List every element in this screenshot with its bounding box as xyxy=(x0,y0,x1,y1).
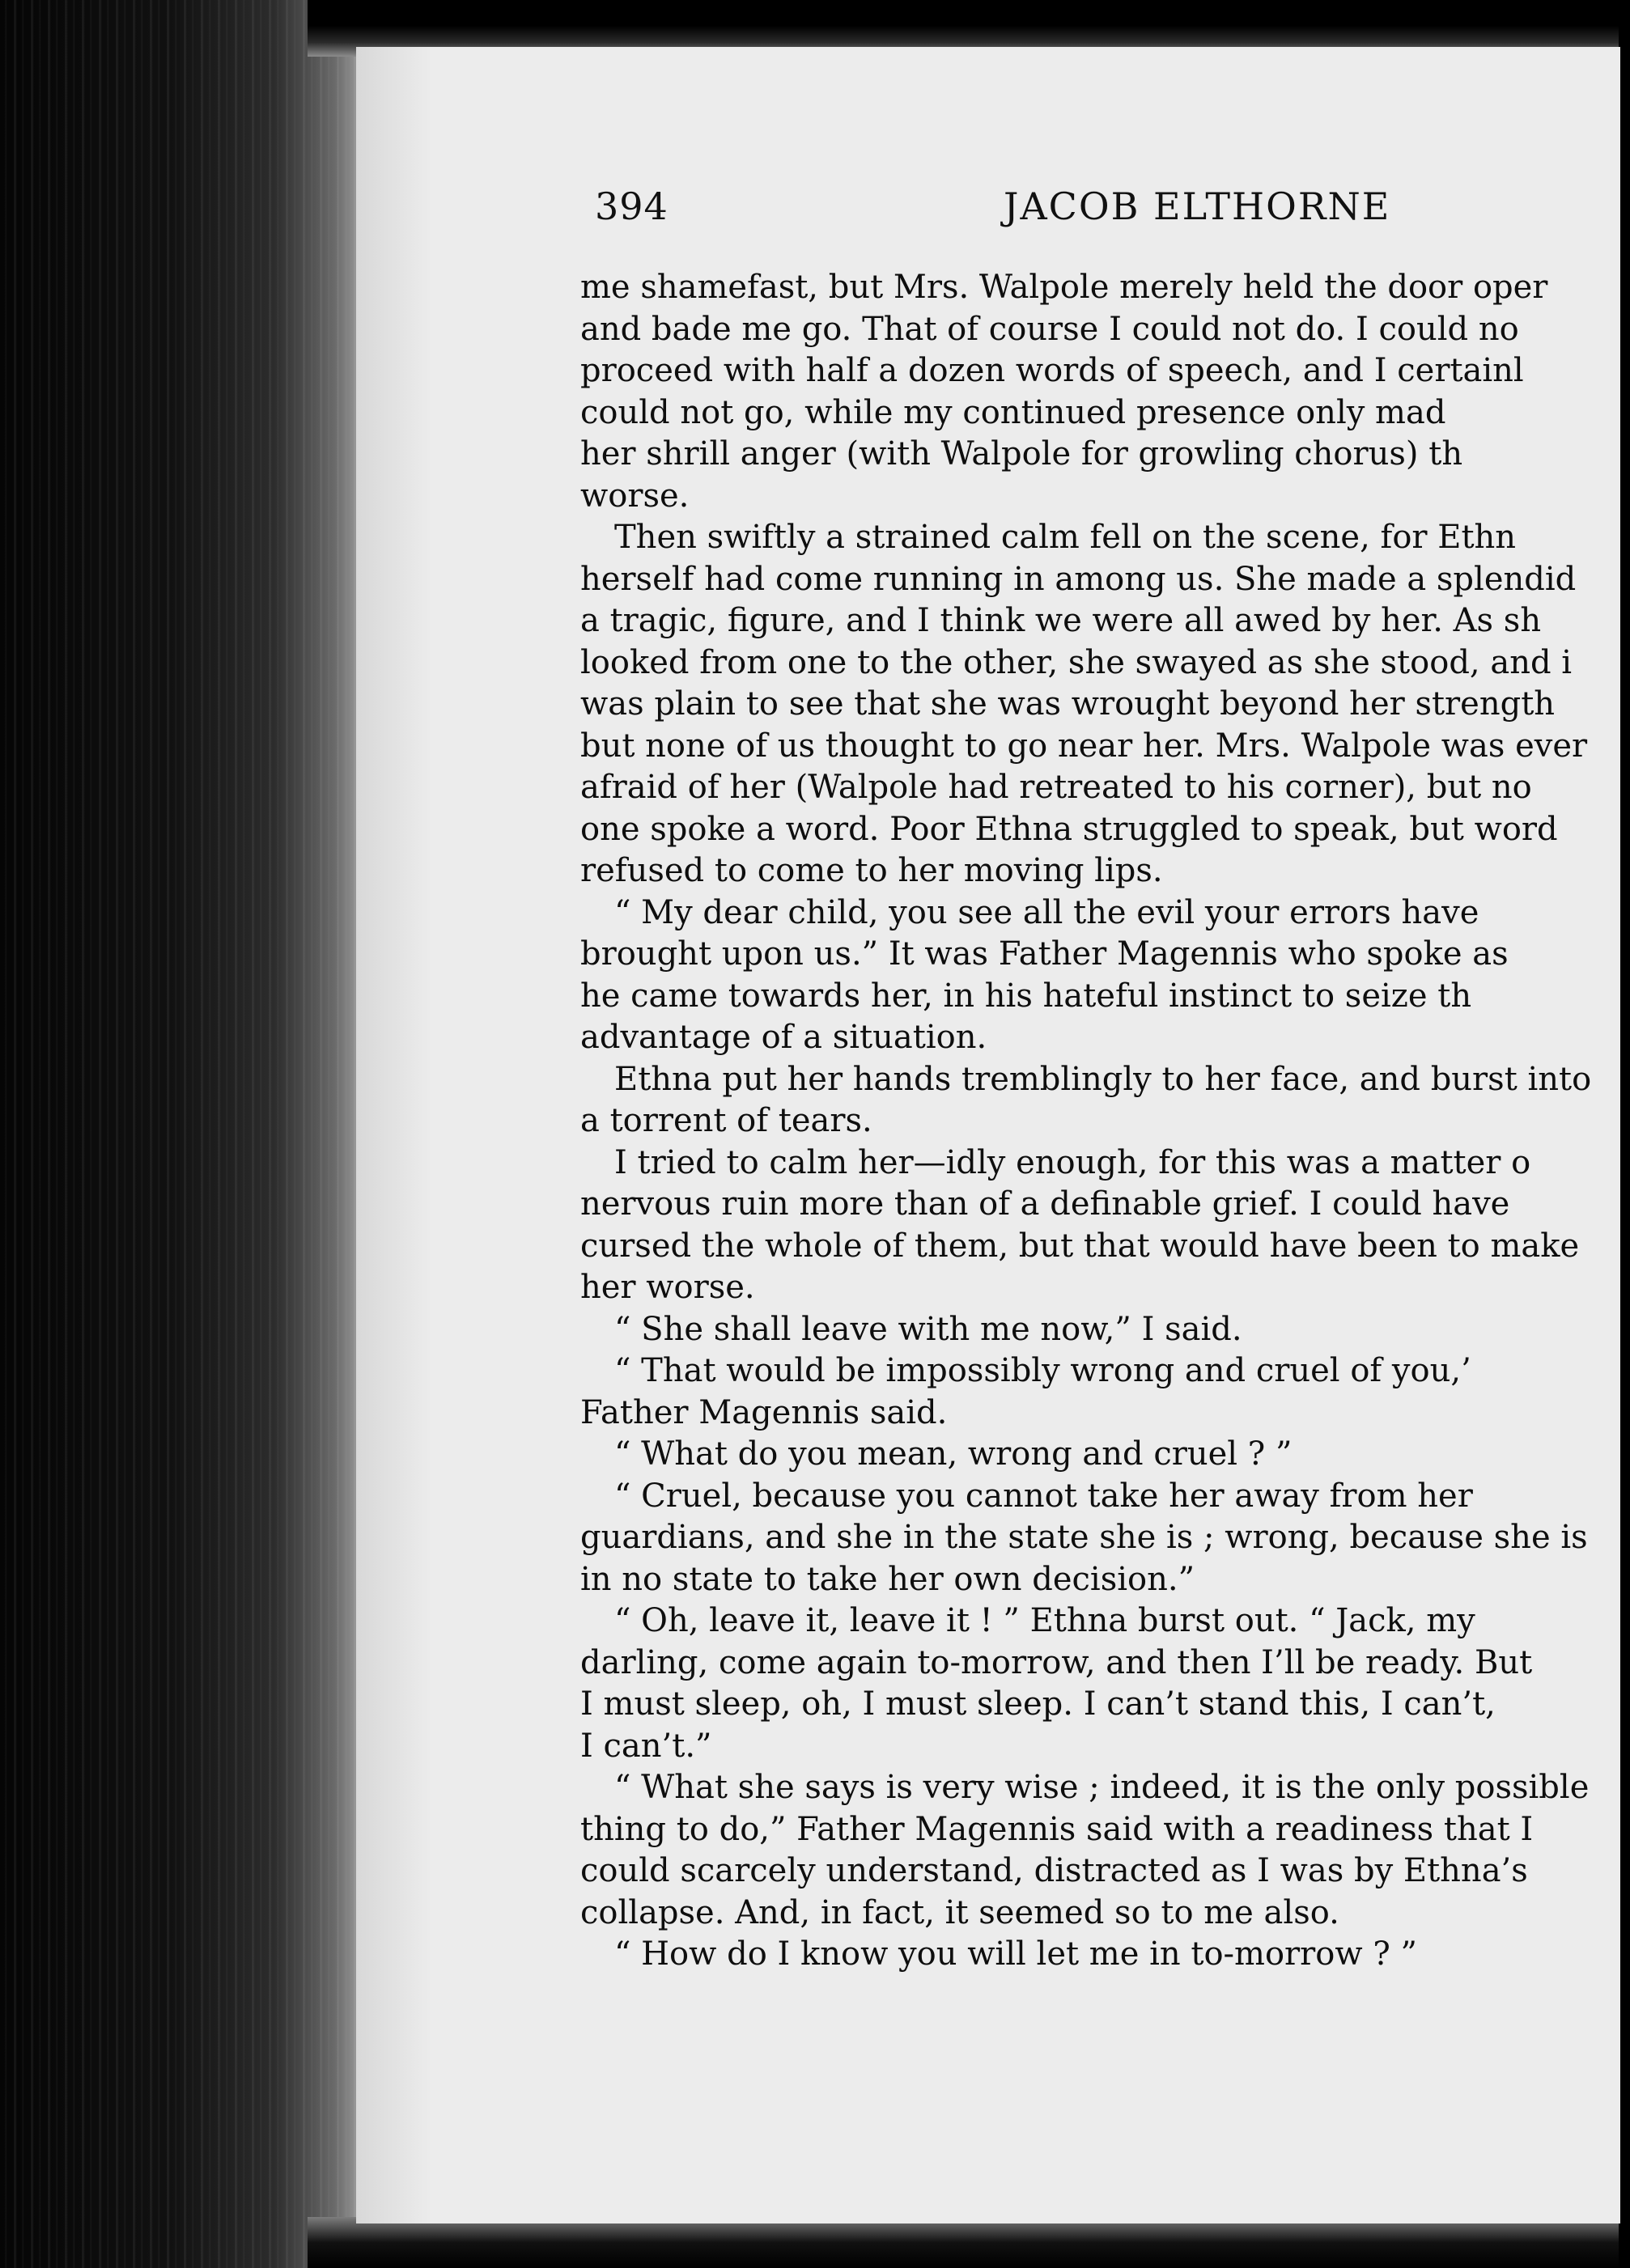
text-line: one spoke a word. Poor Ethna struggled to speak, but word xyxy=(580,810,1558,848)
text-line: in no state to take her own decision.” xyxy=(580,1560,1195,1598)
page-header xyxy=(595,184,1620,249)
text-line: Ethna put her hands tremblingly to her face, and burst into xyxy=(614,1060,1592,1098)
text-line: “ Cruel, because you cannot take her away from her xyxy=(614,1477,1473,1515)
text-line: her worse. xyxy=(580,1269,755,1306)
text-line: looked from one to the other, she swayed as she stood, and i xyxy=(580,643,1573,681)
text-line: her shrill anger (with Walpole for growling chorus) th xyxy=(580,435,1463,473)
text-line: herself had come running in among us. She made a splendid xyxy=(580,560,1577,598)
text-line: “ Oh, leave it, leave it ! ” Ethna burst out. “ Jack, my xyxy=(614,1602,1475,1639)
text-line: and bade me go. That of course I could not do. I could no xyxy=(580,310,1519,348)
text-line: proceed with half a dozen words of speech, and I certainl xyxy=(580,352,1524,389)
text-line: a torrent of tears. xyxy=(580,1102,872,1139)
page-number: 394 xyxy=(595,184,669,228)
text-line: collapse. And, in fact, it seemed so to me also. xyxy=(580,1893,1339,1931)
body-text xyxy=(580,267,1620,1976)
text-line: a tragic, figure, and I think we were all awed by her. As sh xyxy=(580,602,1542,639)
text-line: advantage of a situation. xyxy=(580,1019,987,1056)
book-page xyxy=(356,47,1620,2223)
text-line: he came towards her, in his hateful instinct to seize th xyxy=(580,977,1472,1015)
text-line: but none of us thought to go near her. Mrs. Walpole was ever xyxy=(580,727,1588,765)
text-line: cursed the whole of them, but that would have been to make xyxy=(580,1227,1580,1265)
text-line: me shamefast, but Mrs. Walpole merely held the door oper xyxy=(580,269,1548,306)
text-line: “ That would be impossibly wrong and cruel of you,’ xyxy=(614,1352,1471,1389)
text-line: nervous ruin more than of a definable grief. I could have xyxy=(580,1185,1510,1223)
text-line: could not go, while my continued presence only mad xyxy=(580,393,1446,431)
text-line: was plain to see that she was wrought beyond her strength xyxy=(580,685,1556,723)
text-line: I tried to calm her—idly enough, for this was a matter o xyxy=(614,1143,1531,1181)
running-head: JACOB ELTHORNE xyxy=(1004,184,1391,228)
text-line: refused to come to her moving lips. xyxy=(580,852,1163,889)
text-line: I can’t.” xyxy=(580,1727,712,1765)
text-line: darling, come again to-morrow, and then I’ll be ready. But xyxy=(580,1643,1533,1681)
text-line: Then swiftly a strained calm fell on the scene, for Ethn xyxy=(614,519,1517,556)
text-line: thing to do,” Father Magennis said with a readiness that I xyxy=(580,1810,1534,1848)
text-line: “ My dear child, you see all the evil your errors have xyxy=(614,893,1479,931)
text-line: “ What do you mean, wrong and cruel ? ” xyxy=(614,1435,1293,1473)
scan-border-right xyxy=(1619,0,1630,2268)
text-line: brought upon us.” It was Father Magennis who spoke as xyxy=(580,935,1509,973)
text-line: guardians, and she in the state she is ; wrong, because she is xyxy=(580,1519,1588,1556)
text-line: “ She shall leave with me now,” I said. xyxy=(614,1310,1242,1348)
scan-border-bottom xyxy=(308,2217,1630,2268)
text-line: I must sleep, oh, I must sleep. I can’t stand this, I can’t, xyxy=(580,1685,1496,1723)
text-line: worse. xyxy=(580,477,690,515)
text-line: afraid of her (Walpole had retreated to his corner), but no xyxy=(580,769,1532,806)
scan-border-left xyxy=(0,0,380,2268)
text-line: “ What she says is very wise ; indeed, it is the only possible xyxy=(614,1769,1590,1806)
text-line: “ How do I know you will let me in to-morrow ? ” xyxy=(614,1935,1417,1973)
text-line: Father Magennis said. xyxy=(580,1393,948,1431)
text-line: could scarcely understand, distracted as I was by Ethna’s xyxy=(580,1852,1528,1889)
